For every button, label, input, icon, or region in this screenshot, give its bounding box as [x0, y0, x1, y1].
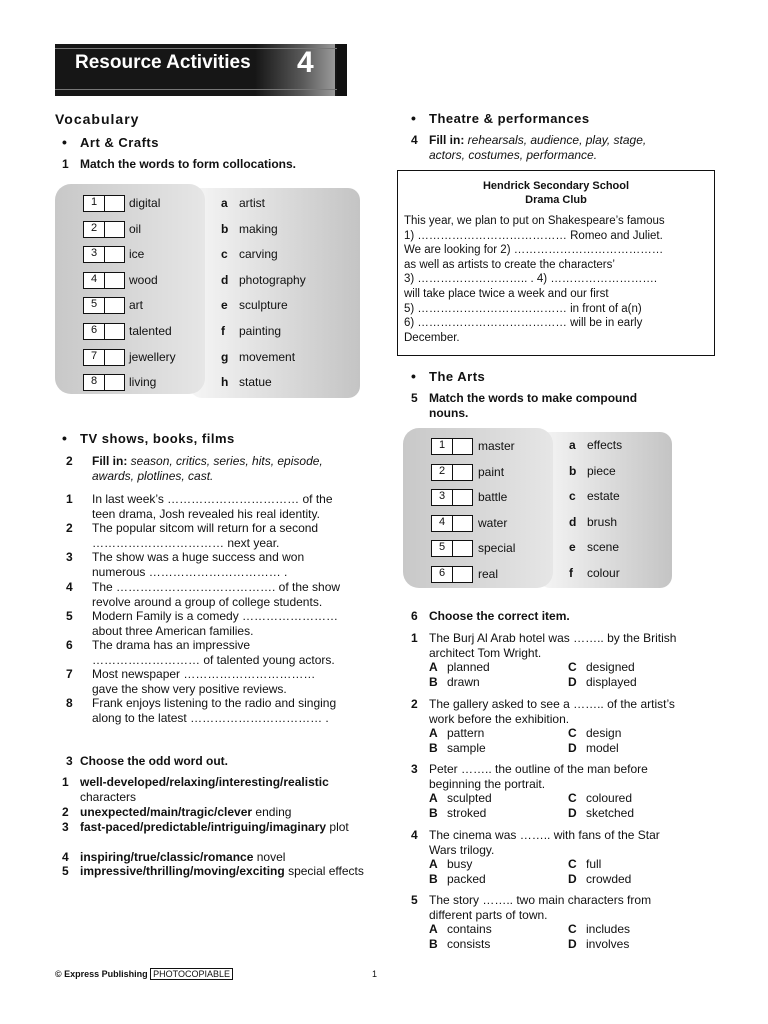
q4-number: 4 [411, 133, 418, 147]
sentence-line: Modern Family is a comedy …………………… [92, 608, 339, 623]
item-number: 1 [411, 631, 418, 645]
header-end-bar [337, 44, 347, 96]
collocation-word: art [129, 298, 144, 313]
item-number: 6 [91, 324, 98, 336]
footer-publisher [55, 969, 233, 979]
option-letter: C [568, 922, 577, 937]
question-line: different parts of town. [429, 908, 548, 923]
option-letter: A [429, 791, 438, 806]
bullet-icon: • [62, 430, 67, 446]
sentence [92, 492, 333, 522]
number-answer-box[interactable] [83, 349, 125, 366]
notice-subtitle: Drama Club [525, 194, 587, 206]
option-letter: f [221, 324, 225, 338]
question-line: Peter …….. the outline of the man before [429, 762, 648, 777]
collocation-word: movement [239, 349, 296, 364]
option-letter: C [568, 856, 577, 871]
q5-right-panel [538, 432, 672, 588]
word-options: unexpected/main/tragic/clever [80, 805, 253, 819]
item-number: 4 [439, 515, 446, 528]
item-number: 3 [91, 247, 98, 260]
sentence [92, 609, 338, 639]
option-letter: D [568, 937, 577, 952]
sentence-line: numerous …………………………… . [92, 565, 288, 580]
sentence-line: …………………………… next year. [92, 536, 280, 551]
item-number: 5 [66, 608, 73, 623]
option-letter: d [221, 272, 229, 287]
box-divider [104, 247, 105, 262]
answer-option[interactable]: includes [586, 922, 631, 937]
number-answer-box[interactable] [83, 221, 125, 238]
number-answer-box[interactable] [431, 515, 473, 532]
publisher-name: © Express Publishing [55, 969, 148, 979]
collocation-word: statue [239, 375, 272, 390]
q6-instruction: Choose the correct item. [429, 609, 570, 623]
answer-option[interactable]: crowded [586, 871, 632, 886]
compound-word: master [478, 439, 515, 453]
item-number: 8 [91, 375, 98, 388]
compound-word: scene [587, 540, 620, 555]
option-letter: B [429, 806, 438, 821]
notice-line: as well as artists to create the characters’ [404, 258, 615, 271]
box-divider [104, 350, 105, 365]
q4-words-line2: actors, costumes, performance. [429, 148, 598, 162]
q6-number: 6 [411, 609, 418, 623]
number-answer-box[interactable] [83, 297, 125, 314]
compound-word: piece [587, 463, 616, 478]
option-letter: D [568, 871, 577, 886]
odd-word-item [80, 850, 370, 865]
notice-line: will take place twice a week and our first [404, 288, 609, 300]
option-letter: D [568, 806, 577, 821]
box-divider [452, 541, 453, 556]
item-number: 3 [411, 762, 418, 777]
collocation-word: jewellery [129, 349, 176, 364]
fill-in-label: Fill in: [92, 454, 128, 468]
number-answer-box[interactable] [83, 195, 125, 212]
box-divider [104, 273, 105, 288]
q4-instruction [429, 133, 646, 163]
q2-words-line1: season, critics, series, hits, episode, [130, 454, 323, 468]
bullet-icon: • [411, 110, 416, 126]
vocabulary-heading: Vocabulary [55, 111, 140, 127]
answer-option[interactable]: displayed [586, 675, 637, 689]
question-line: The story …….. two main characters from [429, 893, 652, 908]
item-number: 8 [66, 696, 73, 711]
answer-option[interactable]: coloured [586, 791, 633, 806]
collocation-word: sculpture [239, 298, 288, 313]
item-number: 4 [62, 850, 69, 864]
item-number: 6 [66, 638, 73, 652]
notice-line: 6) ………………………………… will be in early [404, 317, 643, 330]
item-number: 2 [66, 521, 73, 536]
compound-word: colour [587, 566, 620, 580]
option-letter: c [221, 247, 228, 262]
question-line: architect Tom Wright. [429, 646, 542, 660]
box-divider [104, 324, 105, 339]
answer-option[interactable]: contains [447, 922, 492, 937]
q5-number: 5 [411, 391, 418, 405]
option-letter: a [221, 196, 228, 210]
question-line: The gallery asked to see a …….. of the artist’s [429, 696, 675, 711]
sentence-line: revolve around a group of college students. [92, 594, 323, 609]
odd-word-item [80, 805, 370, 820]
option-letter: g [221, 349, 229, 364]
option-letter: D [568, 740, 577, 755]
option-letter: A [429, 725, 438, 740]
option-letter: B [429, 871, 438, 886]
question-line: work before the exhibition. [429, 711, 570, 726]
tv-section-title: TV shows, books, films [80, 431, 235, 446]
answer-option[interactable]: full [586, 856, 602, 871]
odd-word-item [80, 820, 370, 835]
option-letter: C [568, 660, 577, 674]
answer-option[interactable]: pattern [447, 725, 485, 740]
item-number: 4 [91, 272, 98, 285]
word-trailer: special effects [288, 864, 364, 878]
item-number: 2 [91, 221, 98, 234]
number-answer-box[interactable] [83, 272, 125, 289]
answer-option[interactable]: busy [447, 856, 473, 871]
collocation-word: digital [129, 196, 161, 210]
number-answer-box[interactable] [431, 489, 473, 506]
collocation-word: oil [129, 221, 142, 236]
option-letter: A [429, 922, 438, 937]
the-arts-section-title: The Arts [429, 369, 486, 384]
compound-word: special [478, 541, 516, 556]
photocopiable-badge: PHOTOCOPIABLE [150, 968, 233, 980]
page-number: 1 [372, 969, 378, 979]
notice-line: December. [404, 331, 460, 344]
header-rule-bottom [55, 89, 345, 90]
number-answer-box[interactable] [431, 540, 473, 557]
q4-words-line1: rehearsals, audience, play, stage, [467, 133, 647, 147]
notice-line: We are looking for 2) ………………………………… [404, 244, 664, 257]
question-line: Wars trilogy. [429, 842, 495, 857]
item-number: 5 [91, 298, 98, 311]
odd-word-item [80, 775, 370, 805]
word-options: fast-paced/predictable/intriguing/imaginary [80, 820, 327, 834]
answer-option[interactable]: sample [447, 740, 486, 755]
word-options: inspiring/true/classic/romance [80, 850, 254, 864]
collocation-word: carving [239, 247, 278, 262]
answer-option[interactable]: stroked [447, 806, 487, 821]
sentence-line: The show was a huge success and won [92, 550, 305, 565]
compound-word: brush [587, 514, 618, 529]
number-answer-box[interactable] [83, 374, 125, 391]
q3-number: 3 [66, 754, 73, 768]
drama-club-notice [397, 170, 715, 356]
q2-number: 2 [66, 454, 73, 468]
sentence [92, 638, 335, 668]
number-answer-box[interactable] [83, 323, 125, 340]
compound-word: battle [478, 490, 508, 505]
item-number: 5 [411, 893, 418, 908]
sentence-line: In last week’s …………………………… of the [92, 492, 333, 506]
box-divider [104, 222, 105, 237]
q2-instruction [92, 454, 323, 484]
q5-instruction-line2: nouns. [429, 406, 469, 420]
item-number: 2 [439, 464, 446, 477]
odd-word-item [80, 864, 370, 879]
compound-word: estate [587, 489, 620, 504]
option-letter: f [569, 566, 573, 580]
sentence-line: ……………………… of talented young actors. [92, 653, 335, 667]
collocation-word: talented [129, 324, 172, 338]
q1-number: 1 [62, 157, 69, 171]
answer-option[interactable]: design [586, 725, 622, 740]
collocation-word: living [129, 375, 157, 390]
sentence-line: Frank enjoys listening to the radio and singing [92, 696, 337, 711]
notice-line: 5) ………………………………… in front of a(n) [404, 302, 642, 315]
word-trailer: plot [329, 820, 349, 834]
item-number: 3 [66, 550, 73, 565]
option-letter: C [568, 725, 577, 740]
box-divider [104, 196, 105, 211]
option-letter: A [429, 856, 438, 871]
collocation-word: wood [129, 272, 158, 287]
q5-instruction-line1: Match the words to make compound [429, 391, 638, 405]
number-answer-box[interactable] [431, 438, 473, 455]
answer-option[interactable]: drawn [447, 675, 480, 689]
collocation-word: making [239, 221, 278, 236]
question-line: The Burj Al Arab hotel was …….. by the British [429, 631, 677, 645]
page-title: Resource Activities [75, 52, 251, 73]
box-divider [452, 516, 453, 531]
compound-word: effects [587, 438, 623, 452]
sentence [92, 550, 304, 580]
collocation-word: painting [239, 324, 282, 338]
item-number: 2 [411, 696, 418, 711]
question-line: The cinema was …….. with fans of the Star [429, 827, 660, 842]
q3-instruction: Choose the odd word out. [80, 754, 228, 768]
fill-in-label: Fill in: [429, 133, 465, 147]
notice-line: 1) ………………………………… Romeo and Juliet. [404, 229, 663, 242]
sentence-line: gave the show very positive reviews. [92, 682, 287, 697]
word-trailer: ending [255, 805, 292, 819]
q1-right-panel [190, 188, 360, 398]
box-divider [452, 439, 453, 454]
answer-option[interactable]: designed [586, 660, 635, 674]
number-answer-box[interactable] [431, 464, 473, 481]
sentence [92, 667, 315, 697]
item-number: 3 [439, 490, 446, 503]
answer-option[interactable]: involves [586, 937, 630, 952]
item-number: 4 [66, 579, 73, 594]
item-number: 2 [62, 805, 69, 819]
notice-title: Hendrick Secondary School [482, 180, 630, 192]
option-letter: b [221, 221, 229, 236]
sentence-line: The drama has an impressive [92, 638, 251, 652]
option-letter: a [569, 438, 576, 452]
answer-option[interactable]: planned [447, 660, 490, 674]
notice-line: 3) ……………………….. . 4) ………………………. [404, 273, 658, 286]
box-divider [452, 490, 453, 505]
word-trailer: novel [256, 850, 286, 864]
item-number: 7 [66, 667, 73, 682]
answer-option[interactable]: sculpted [447, 791, 492, 806]
answer-option[interactable]: packed [447, 871, 486, 886]
item-number: 7 [91, 349, 98, 362]
sentence-line: about three American families. [92, 623, 254, 638]
box-divider [104, 298, 105, 313]
sentence-line: Most newspaper …………………………… [92, 667, 316, 682]
q5-instruction [429, 391, 637, 421]
option-letter: d [569, 514, 577, 529]
option-letter: C [568, 791, 577, 806]
item-number: 5 [62, 864, 69, 878]
word-options: impressive/thrilling/moving/exciting [80, 864, 285, 878]
box-divider [452, 465, 453, 480]
sentence [92, 580, 340, 610]
item-number: 5 [439, 541, 446, 554]
item-number: 1 [66, 492, 73, 506]
box-divider [104, 375, 105, 390]
theatre-section-title: Theatre & performances [429, 111, 590, 126]
q1-instruction: Match the words to form collocations. [80, 157, 297, 171]
number-answer-box[interactable] [83, 246, 125, 263]
word-options: well-developed/relaxing/interesting/realistic [80, 775, 329, 789]
collocation-word: artist [239, 196, 266, 210]
option-letter: B [429, 937, 438, 952]
number-answer-box[interactable] [431, 566, 473, 583]
compound-word: real [478, 567, 499, 581]
sentence-line: The popular sitcom will return for a second [92, 521, 319, 536]
option-letter: c [569, 489, 576, 504]
arts-section-title: Art & Crafts [80, 135, 159, 150]
item-number: 4 [411, 827, 418, 842]
question-line: beginning the portrait. [429, 777, 546, 792]
answer-option[interactable]: consists [447, 937, 491, 952]
q2-words-line2: awards, plotlines, cast. [92, 469, 214, 483]
bullet-icon: • [411, 368, 416, 384]
answer-option[interactable]: model [586, 740, 619, 755]
option-letter: A [429, 660, 438, 674]
compound-word: water [478, 515, 508, 530]
item-number: 1 [91, 196, 98, 208]
sentence [92, 696, 336, 726]
sentence-line: The …………………………………. of the show [92, 579, 341, 594]
option-letter: e [221, 298, 228, 313]
box-divider [452, 567, 453, 582]
bullet-icon: • [62, 134, 67, 150]
collocation-word: ice [129, 247, 145, 262]
sentence [92, 521, 318, 551]
option-letter: b [569, 463, 577, 478]
option-letter: e [569, 540, 576, 555]
option-letter: B [429, 740, 438, 755]
item-number: 1 [62, 775, 69, 789]
unit-number: 4 [297, 46, 314, 79]
sentence-line: teen drama, Josh revealed his real identity. [92, 507, 320, 521]
word-trailer: characters [80, 790, 137, 804]
option-letter: h [221, 375, 229, 390]
option-letter: D [568, 675, 577, 689]
answer-option[interactable]: sketched [586, 806, 635, 821]
item-number: 3 [62, 820, 69, 834]
notice-line: This year, we plan to put on Shakespeare’s famous [404, 215, 665, 227]
item-number: 1 [439, 439, 446, 451]
collocation-word: photography [239, 272, 306, 287]
sentence-line: along to the latest …………………………… . [92, 711, 329, 726]
compound-word: paint [478, 464, 505, 479]
option-letter: B [429, 675, 438, 689]
item-number: 6 [439, 567, 446, 579]
